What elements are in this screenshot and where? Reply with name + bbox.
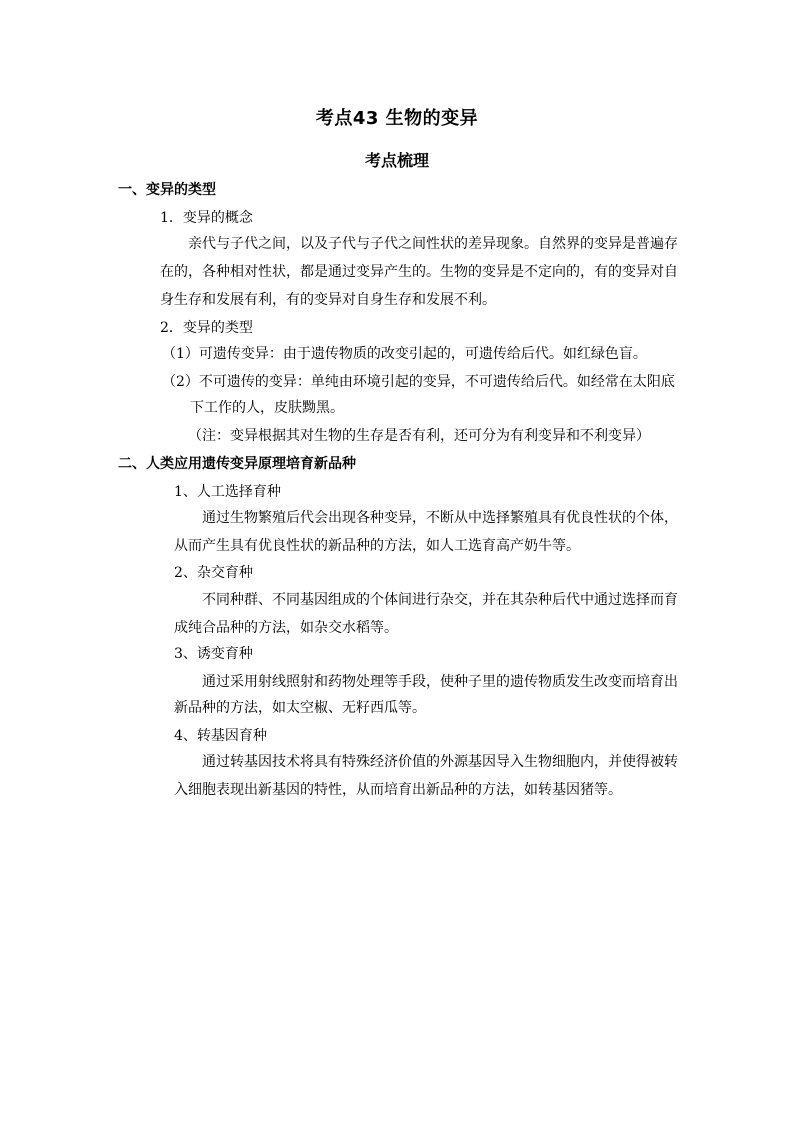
paragraph-line: 通过转基因技术将具有特殊经济价值的外源基因导入生物细胞内，并使得被转 [202, 754, 678, 770]
paragraph-line: 成纯合品种的方法，如杂交水稻等。 [174, 620, 398, 636]
type-non-heritable-line2: 下工作的人，皮肤黝黑。 [190, 400, 344, 416]
type-heritable: （1）可遗传变异：由于遗传物质的改变引起的，可遗传给后代。如红绿色盲。 [162, 346, 647, 362]
paragraph-line: 在的，各种相对性状，都是通过变异产生的。生物的变异是不定向的，有的变异对自 [160, 264, 678, 280]
type-non-heritable-line1: （2）不可遗传的变异：单纯由环境引起的变异，不可遗传给后代。如经常在太阳底 [162, 374, 675, 390]
item-title-variation-types: 2．变异的类型 [160, 320, 253, 336]
section-heading-variation-types: 一、变异的类型 [118, 182, 216, 198]
paragraph-line: 亲代与子代之间，以及子代与子代之间性状的差异现象。自然界的变异是普遍存 [188, 236, 678, 252]
page-subtitle: 考点梳理 [364, 151, 429, 170]
item-title-hybrid-breeding: 2、杂交育种 [174, 565, 253, 581]
paragraph-line: 身生存和发展有利，有的变异对自身生存和发展不利。 [160, 292, 496, 308]
item-title-transgenic-breeding: 4、转基因育种 [174, 728, 267, 744]
note-line: （注：变异根据其对生物的生存是否有利，还可分为有利变异和不利变异） [188, 428, 650, 444]
paragraph-line: 入细胞表现出新基因的特性，从而培育出新品种的方法，如转基因猪等。 [174, 782, 622, 798]
paragraph-line: 不同种群、不同基因组成的个体间进行杂交，并在其杂种后代中通过选择而育 [202, 592, 678, 608]
item-title-artificial-selection: 1、人工选择育种 [174, 484, 281, 500]
item-title-variation-concept: 1．变异的概念 [160, 210, 253, 226]
paragraph-line: 通过生物繁殖后代会出现各种变异，不断从中选择繁殖具有优良性状的个体， [202, 510, 678, 526]
paragraph-line: 通过采用射线照射和药物处理等手段，使种子里的遗传物质发生改变而培育出 [202, 674, 678, 690]
paragraph-line: 从而产生具有优良性状的新品种的方法，如人工选育高产奶牛等。 [174, 538, 580, 554]
paragraph-line: 新品种的方法，如太空椒、无籽西瓜等。 [174, 700, 426, 716]
item-title-mutation-breeding: 3、诱变育种 [174, 646, 253, 662]
page-title: 考点43 生物的变异 [315, 108, 479, 129]
section-heading-breeding: 二、人类应用遗传变异原理培育新品种 [118, 456, 356, 472]
